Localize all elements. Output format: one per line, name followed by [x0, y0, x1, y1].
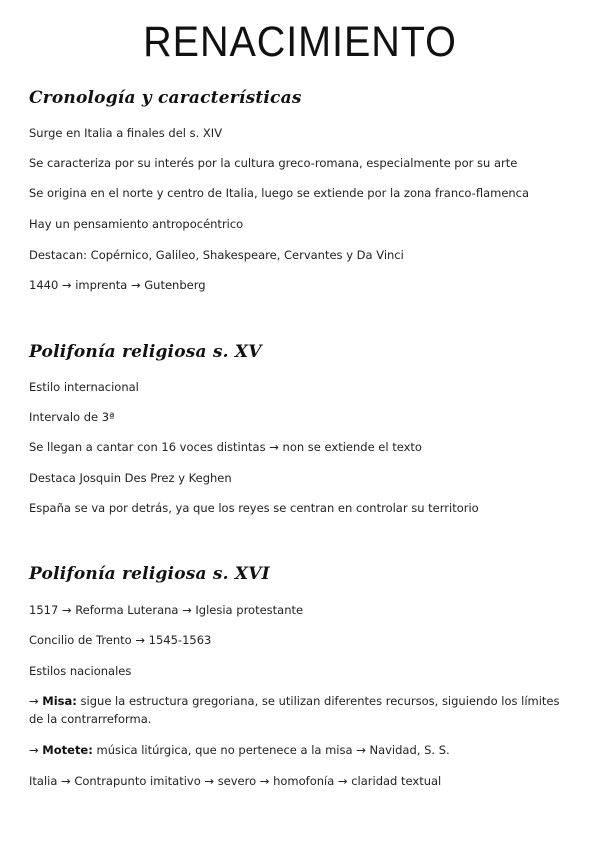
text-line: Intervalo de 3ª	[29, 410, 115, 424]
text-line: 1440 → imprenta → Gutenberg	[29, 278, 206, 292]
text-line: Surge en Italia a finales del s. XIV	[29, 126, 223, 140]
page-title: RENACIMIENTO	[143, 18, 457, 66]
misa-label: Misa:	[42, 694, 77, 708]
text-line: Hay un pensamiento antropocéntrico	[29, 217, 244, 231]
text-line: España se va por detrás, ya que los reyes se centran en controlar su territorio	[29, 501, 479, 515]
text-line: Estilos nacionales	[29, 664, 132, 678]
text-line: Destacan: Copérnico, Galileo, Shakespeare, Cervantes y Da Vinci	[29, 248, 404, 262]
motete-text: música litúrgica, que no pertenece a la misa → Navidad, S. S.	[96, 743, 450, 757]
arrow-icon: →	[29, 694, 39, 708]
motete-label: Motete:	[42, 743, 93, 757]
misa-text: sigue la estructura gregoriana, se utilizan diferentes recursos, siguiendo los límites de la contrarreforma.	[29, 694, 560, 726]
text-line: Destaca Josquin Des Prez y Keghen	[29, 471, 232, 485]
text-line: Se origina en el norte y centro de Italia, luego se extiende por la zona franco-flamenca	[29, 186, 530, 200]
text-line: Se llegan a cantar con 16 voces distintas → non se extiende el texto	[29, 440, 422, 454]
motete-paragraph	[29, 741, 577, 759]
text-line: Estilo internacional	[29, 380, 139, 394]
arrow-icon: →	[29, 743, 39, 757]
text-line: 1517 → Reforma Luterana → Iglesia protestante	[29, 603, 304, 617]
text-line: Concilio de Trento → 1545-1563	[29, 633, 212, 647]
misa-paragraph	[29, 692, 577, 728]
section-heading-polifonia-xvi: Polifonía religiosa s. XVI	[29, 564, 270, 584]
section-heading-cronologia: Cronología y características	[29, 88, 302, 108]
text-line: Se caracteriza por su interés por la cultura greco-romana, especialmente por su arte	[29, 156, 518, 170]
text-line: Italia → Contrapunto imitativo → severo → homofonía → claridad textual	[29, 774, 442, 788]
section-heading-polifonia-xv: Polifonía religiosa s. XV	[29, 342, 262, 362]
